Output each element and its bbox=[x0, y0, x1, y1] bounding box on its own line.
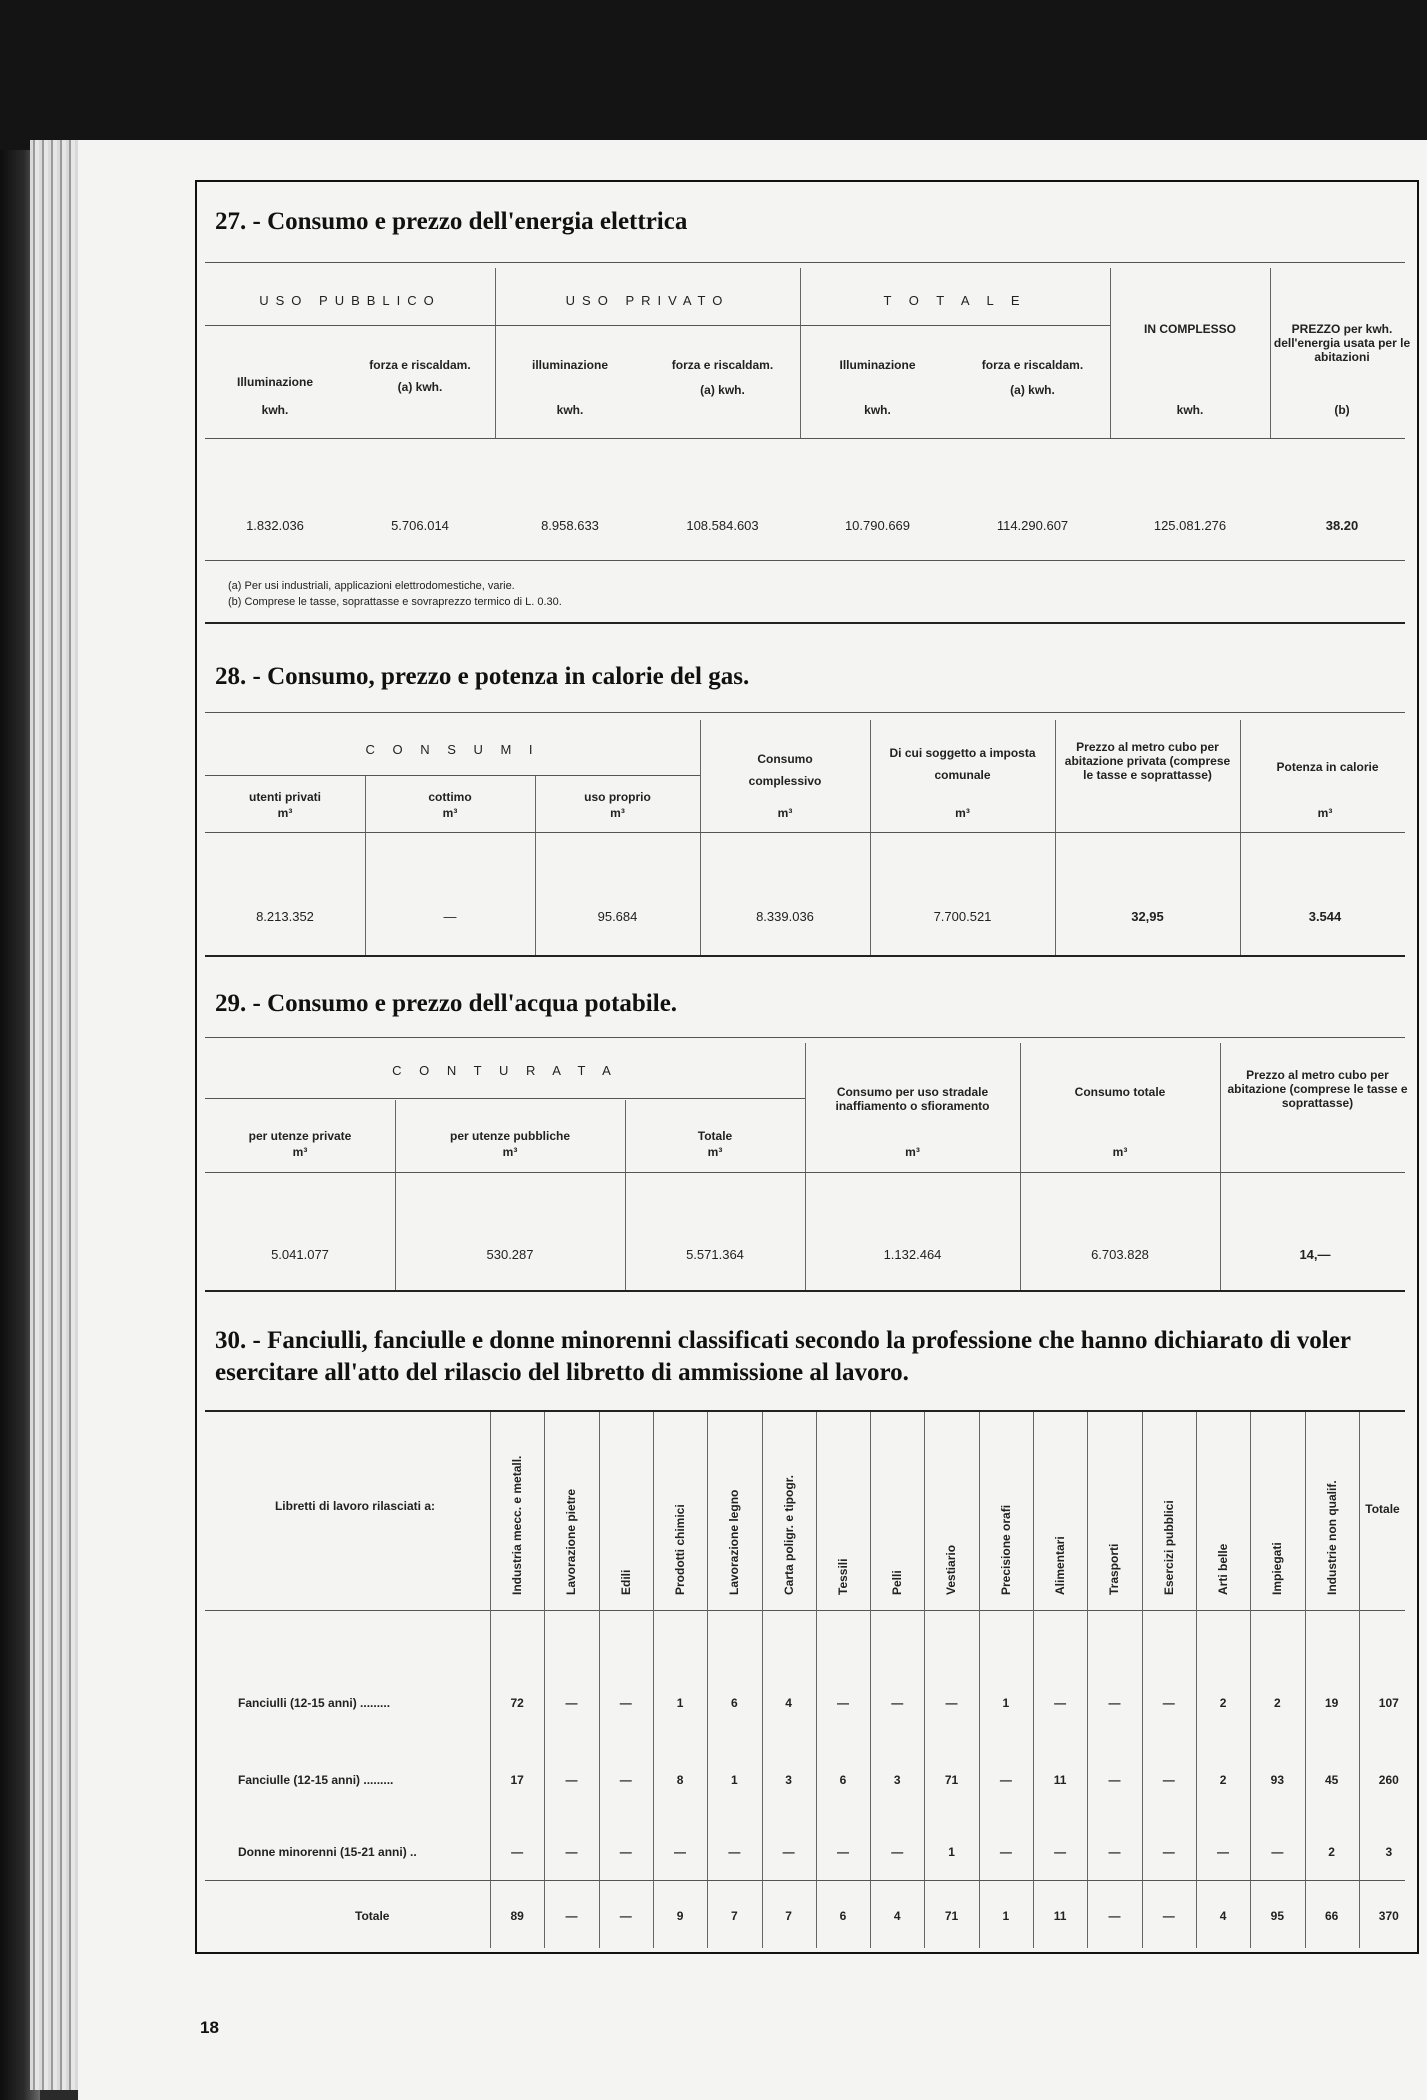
divider bbox=[205, 1037, 1405, 1038]
value: 32,95 bbox=[1131, 909, 1164, 924]
divider bbox=[205, 1410, 1405, 1412]
table-cell: 11 bbox=[1053, 1773, 1067, 1787]
col-header: Illuminazione bbox=[839, 358, 916, 372]
value: 530.287 bbox=[486, 1247, 534, 1262]
corner-header: Libretti di lavoro rilasciati a: bbox=[274, 1499, 436, 1513]
table-cell: 8 bbox=[676, 1773, 684, 1787]
footnote-a: (a) Per usi industriali, applicazioni elettrodomestiche, varie. bbox=[228, 580, 515, 592]
col-header: Consumo totale bbox=[1074, 1085, 1166, 1099]
table-cell: 95 bbox=[1270, 1909, 1285, 1923]
value: 3.544 bbox=[1308, 909, 1342, 924]
total-row-divider bbox=[205, 1880, 1405, 1881]
col-unit: m³ bbox=[442, 806, 458, 820]
value: 114.290.607 bbox=[996, 518, 1069, 533]
col-header: Prezzo al metro cubo per abitazione (comprese le tasse e soprattasse) bbox=[1227, 1068, 1408, 1110]
table-cell: 3 bbox=[785, 1773, 792, 1787]
col-separator bbox=[1270, 268, 1271, 438]
col-unit: kwh. bbox=[864, 403, 891, 417]
col-header: uso proprio bbox=[584, 790, 651, 804]
table-cell: — bbox=[945, 1696, 958, 1710]
header-underline bbox=[205, 1610, 1405, 1611]
profession-header: Esercizi pubblici bbox=[1161, 1500, 1176, 1595]
table-cell: 1 bbox=[1002, 1696, 1010, 1710]
col-unit: m³ bbox=[707, 1145, 723, 1159]
col-separator bbox=[870, 1412, 871, 1948]
col-unit: (a) kwh. bbox=[397, 380, 443, 394]
col-header: Di cui soggetto a imposta comunale bbox=[889, 746, 1036, 782]
value: 8.339.036 bbox=[756, 909, 814, 924]
table-cell: 1 bbox=[676, 1696, 684, 1710]
row-label: Donne minorenni (15-21 anni) .. bbox=[238, 1845, 417, 1859]
table-cell: 2 bbox=[1219, 1773, 1227, 1787]
table-cell: 3 bbox=[893, 1773, 901, 1787]
table-cell: — bbox=[1271, 1845, 1284, 1859]
col-header: Consumo per uso stradale inaffiamento o sfioramento bbox=[835, 1085, 990, 1113]
group-underline bbox=[205, 775, 700, 776]
col-unit: (b) bbox=[1334, 403, 1350, 417]
group-uso-privato: USO PRIVATO bbox=[565, 293, 730, 308]
table-cell: 17 bbox=[510, 1773, 524, 1787]
table-cell: 45 bbox=[1324, 1773, 1339, 1787]
section-divider bbox=[205, 955, 1405, 957]
table-cell: — bbox=[1108, 1696, 1121, 1710]
col-unit: (a) kwh. bbox=[1010, 383, 1055, 397]
table-cell: 2 bbox=[1328, 1845, 1335, 1859]
value: 1.132.464 bbox=[883, 1247, 942, 1262]
table-cell: — bbox=[619, 1773, 632, 1787]
col-header: Prezzo al metro cubo per abitazione privata (comprese le tasse e soprattasse) bbox=[1064, 740, 1231, 782]
footnote-b: (b) Comprese le tasse, soprattasse e sovraprezzo termico di L. 0.30. bbox=[228, 596, 562, 608]
col-header: forza e riscaldam. bbox=[369, 358, 471, 372]
value: 95.684 bbox=[597, 909, 638, 924]
group-uso-pubblico: USO PUBBLICO bbox=[259, 293, 441, 308]
table-cell: — bbox=[1162, 1773, 1175, 1787]
col-unit: m³ bbox=[277, 806, 293, 820]
header-underline bbox=[205, 1172, 1405, 1173]
table-cell: 9 bbox=[676, 1909, 684, 1923]
group-totale: T O T A L E bbox=[883, 293, 1027, 308]
col-separator bbox=[544, 1412, 545, 1948]
table-cell: — bbox=[1162, 1696, 1175, 1710]
table-cell: 66 bbox=[1324, 1909, 1339, 1923]
scan-dark-band bbox=[0, 0, 1427, 150]
table-cell: — bbox=[1108, 1845, 1121, 1859]
row-label: Fanciulli (12-15 anni) ......... bbox=[238, 1696, 391, 1710]
page-edges bbox=[30, 140, 80, 2090]
header-underline bbox=[205, 832, 1405, 833]
col-unit: (a) kwh. bbox=[700, 383, 745, 397]
total-header: Totale bbox=[1365, 1502, 1400, 1516]
col-unit: kwh. bbox=[1176, 403, 1204, 417]
profession-header: Edili bbox=[618, 1569, 633, 1595]
header-underline bbox=[205, 438, 1405, 439]
profession-header: Carta poligr. e tipogr. bbox=[781, 1474, 796, 1595]
col-separator bbox=[1142, 1412, 1143, 1948]
table-cell: 1 bbox=[948, 1845, 955, 1859]
profession-header: Pelli bbox=[890, 1570, 905, 1595]
group-underline bbox=[205, 325, 1110, 326]
table-cell: — bbox=[1108, 1909, 1121, 1923]
table-cell: — bbox=[836, 1696, 849, 1710]
table-cell: 89 bbox=[510, 1909, 524, 1923]
row-label: Fanciulle (12-15 anni) ......... bbox=[238, 1773, 394, 1787]
divider bbox=[205, 560, 1405, 561]
col-header: Totale bbox=[697, 1129, 733, 1143]
profession-header: Arti belle bbox=[1215, 1543, 1230, 1595]
value: 14,— bbox=[1299, 1247, 1331, 1262]
group-consumi: C O N S U M I bbox=[365, 742, 540, 757]
value: 5.571.364 bbox=[686, 1247, 744, 1262]
value: 7.700.521 bbox=[933, 909, 992, 924]
col-unit: m³ bbox=[905, 1145, 920, 1159]
col-separator bbox=[1305, 1412, 1306, 1948]
value: 125.081.276 bbox=[1153, 518, 1227, 533]
section-27-title: 27. - Consumo e prezzo dell'energia elettrica bbox=[215, 208, 688, 235]
col-separator bbox=[1033, 1412, 1034, 1948]
col-header: per utenze pubbliche bbox=[449, 1129, 570, 1143]
table-cell: — bbox=[1217, 1845, 1230, 1859]
value: 8.213.352 bbox=[256, 909, 314, 924]
value: 1.832.036 bbox=[246, 518, 304, 533]
value: 5.706.014 bbox=[391, 518, 449, 533]
col-header: utenti privati bbox=[248, 790, 321, 804]
col-separator bbox=[762, 1412, 763, 1948]
col-separator bbox=[490, 1412, 491, 1948]
table-cell: 7 bbox=[785, 1909, 792, 1923]
col-separator bbox=[1087, 1412, 1088, 1948]
table-cell: — bbox=[1108, 1773, 1121, 1787]
profession-header: Alimentari bbox=[1053, 1536, 1067, 1595]
table-cell: — bbox=[565, 1773, 578, 1787]
col-separator bbox=[1359, 1412, 1360, 1948]
table-cell: 6 bbox=[839, 1909, 847, 1923]
section-28-title: 28. - Consumo, prezzo e potenza in calorie del gas. bbox=[215, 663, 750, 690]
col-separator bbox=[653, 1412, 654, 1948]
section-30-title: 30. - Fanciulli, fanciulle e donne minorenni classificati secondo la professione che hanno dichiarato di voler esercitare all'atto del rilascio del libretto di ammissione al lavoro. bbox=[215, 1327, 1351, 1386]
table-cell: — bbox=[565, 1845, 578, 1859]
table-cell: — bbox=[511, 1845, 524, 1859]
profession-header: Lavorazione legno bbox=[727, 1489, 742, 1595]
col-unit: kwh. bbox=[261, 403, 289, 417]
col-unit: m³ bbox=[955, 806, 970, 820]
group-underline bbox=[205, 1098, 805, 1099]
col-unit: m³ bbox=[1112, 1145, 1128, 1159]
table-cell: 1 bbox=[1002, 1909, 1010, 1923]
col-separator bbox=[707, 1412, 708, 1948]
value: 10.790.669 bbox=[844, 518, 911, 533]
section-divider bbox=[205, 622, 1405, 624]
col-header: per utenze private bbox=[248, 1129, 352, 1143]
col-separator bbox=[599, 1412, 600, 1948]
table-cell: 2 bbox=[1273, 1696, 1281, 1710]
table-cell: — bbox=[565, 1696, 578, 1710]
value: — bbox=[443, 909, 457, 924]
table-cell: 72 bbox=[510, 1696, 524, 1710]
group-prezzo: PREZZO per kwh. dell'energia usata per le abitazioni bbox=[1273, 322, 1411, 364]
profession-header: Industria mecc. e metall. bbox=[510, 1455, 524, 1595]
col-separator bbox=[1250, 1412, 1251, 1948]
table-cell: — bbox=[891, 1696, 904, 1710]
value: 38.20 bbox=[1325, 518, 1359, 533]
table-cell: — bbox=[1162, 1909, 1175, 1923]
col-header: Potenza in calorie bbox=[1276, 760, 1379, 774]
profession-header: Industrie non qualif. bbox=[1324, 1480, 1339, 1595]
table-cell: — bbox=[836, 1845, 849, 1859]
profession-header: Impiegati bbox=[1270, 1542, 1285, 1595]
col-unit: m³ bbox=[292, 1145, 308, 1159]
table-cell: 71 bbox=[944, 1773, 959, 1787]
table-cell: 4 bbox=[1219, 1909, 1227, 1923]
row-total: 107 bbox=[1378, 1696, 1399, 1710]
table-cell: 11 bbox=[1053, 1909, 1067, 1923]
table-cell: 19 bbox=[1324, 1696, 1339, 1710]
col-unit: m³ bbox=[777, 806, 793, 820]
table-cell: — bbox=[999, 1845, 1012, 1859]
table-cell: — bbox=[891, 1845, 904, 1859]
col-unit: m³ bbox=[610, 806, 625, 820]
table-cell: 71 bbox=[944, 1909, 959, 1923]
table-cell: 4 bbox=[785, 1696, 792, 1710]
table-cell: 4 bbox=[893, 1909, 901, 1923]
profession-header: Vestiario bbox=[944, 1544, 959, 1595]
row-total: 3 bbox=[1385, 1845, 1393, 1859]
col-header: cottimo bbox=[428, 790, 472, 804]
row-label: Totale bbox=[355, 1909, 390, 1923]
table-cell: 93 bbox=[1270, 1773, 1285, 1787]
row-total: 370 bbox=[1378, 1909, 1399, 1923]
profession-header: Trasporti bbox=[1107, 1543, 1122, 1595]
profession-header: Lavorazione pietre bbox=[564, 1488, 579, 1595]
col-separator bbox=[979, 1412, 980, 1948]
table-cell: — bbox=[1054, 1696, 1067, 1710]
table-cell: — bbox=[619, 1909, 632, 1923]
table-cell: — bbox=[1054, 1845, 1067, 1859]
col-separator bbox=[1196, 1412, 1197, 1948]
table-cell: 2 bbox=[1219, 1696, 1227, 1710]
profession-header: Prodotti chimici bbox=[672, 1504, 687, 1595]
divider bbox=[205, 262, 1405, 263]
table-cell: 6 bbox=[730, 1696, 738, 1710]
table-cell: — bbox=[619, 1696, 632, 1710]
table-cell: — bbox=[782, 1845, 795, 1859]
col-header: forza e riscaldam. bbox=[671, 358, 774, 372]
value: 6.703.828 bbox=[1091, 1247, 1149, 1262]
table-cell: 1 bbox=[730, 1773, 738, 1787]
col-header: Consumo complessivo bbox=[748, 752, 822, 788]
value: 5.041.077 bbox=[271, 1247, 329, 1262]
col-separator bbox=[924, 1412, 925, 1948]
group-in-complesso: IN COMPLESSO bbox=[1143, 322, 1236, 336]
table-cell: 7 bbox=[730, 1909, 738, 1923]
table-cell: — bbox=[674, 1845, 687, 1859]
value: 108.584.603 bbox=[686, 518, 759, 533]
col-header: illuminazione bbox=[531, 358, 608, 372]
section-29-title: 29. - Consumo e prezzo dell'acqua potabile. bbox=[215, 990, 678, 1017]
group-conturata: C O N T U R A T A bbox=[392, 1063, 618, 1078]
page-number: 18 bbox=[200, 2018, 219, 2037]
table-cell: — bbox=[999, 1773, 1012, 1787]
col-unit: m³ bbox=[1317, 806, 1333, 820]
table-cell: — bbox=[619, 1845, 632, 1859]
table-cell: — bbox=[728, 1845, 741, 1859]
col-separator bbox=[816, 1412, 817, 1948]
table-cell: — bbox=[1162, 1845, 1175, 1859]
col-unit: m³ bbox=[502, 1145, 518, 1159]
section-divider bbox=[205, 1290, 1405, 1292]
col-unit: kwh. bbox=[556, 403, 584, 417]
profession-header: Tessili bbox=[835, 1558, 850, 1595]
profession-header: Precisione orafi bbox=[998, 1504, 1013, 1595]
divider bbox=[205, 712, 1405, 713]
col-header: Illuminazione bbox=[236, 375, 313, 389]
row-total: 260 bbox=[1378, 1773, 1399, 1787]
col-header: forza e riscaldam. bbox=[981, 358, 1084, 372]
value: 8.958.633 bbox=[541, 518, 599, 533]
table-cell: 6 bbox=[839, 1773, 847, 1787]
table-cell: — bbox=[565, 1909, 578, 1923]
